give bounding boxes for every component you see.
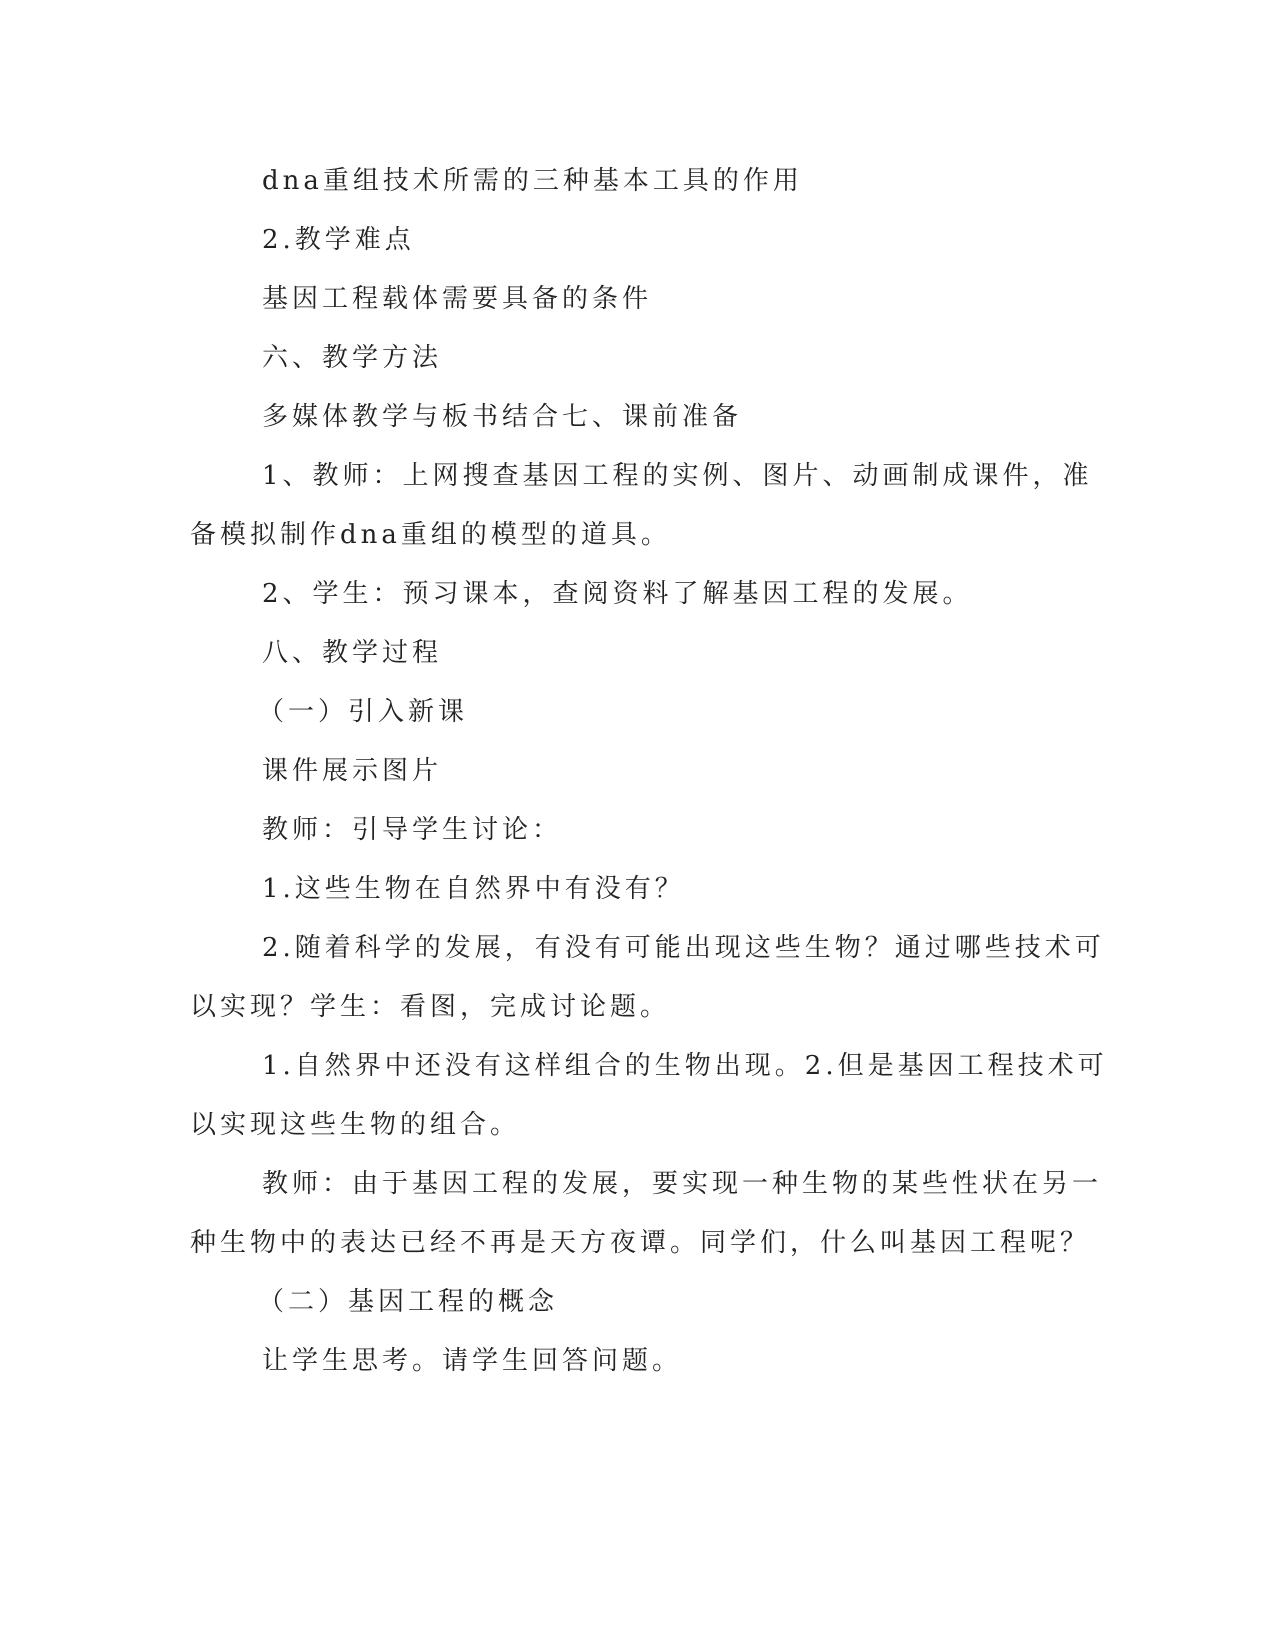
question-line: 2.随着科学的发展，有没有可能出现这些生物？通过哪些技术可 bbox=[262, 933, 1105, 963]
text-line: dna重组技术所需的三种基本工具的作用 bbox=[262, 166, 803, 196]
section-subheading: 2.教学难点 bbox=[262, 225, 415, 255]
paragraph-continuation: 以实现？学生：看图，完成讨论题。 bbox=[190, 992, 671, 1022]
subsection-heading: （二）基因工程的概念 bbox=[258, 1287, 559, 1317]
answer-line: 1.自然界中还没有这样组合的生物出现。2.但是基因工程技术可 bbox=[262, 1051, 1108, 1081]
paragraph-continuation: 以实现这些生物的组合。 bbox=[190, 1110, 521, 1140]
subsection-heading: （一）引入新课 bbox=[258, 697, 469, 727]
text-line: 多媒体教学与板书结合七、课前准备 bbox=[262, 402, 743, 432]
paragraph-continuation: 备模拟制作dna重组的模型的道具。 bbox=[190, 520, 671, 550]
text-line: 让学生思考。请学生回答问题。 bbox=[262, 1346, 683, 1376]
text-line: 基因工程载体需要具备的条件 bbox=[262, 284, 653, 314]
paragraph-line: 2、学生：预习课本，查阅资料了解基因工程的发展。 bbox=[262, 579, 973, 609]
section-heading: 六、教学方法 bbox=[262, 343, 443, 373]
paragraph-line: 1、教师：上网搜查基因工程的实例、图片、动画制成课件，准 bbox=[262, 461, 1093, 491]
text-line: 课件展示图片 bbox=[262, 756, 443, 786]
question-line: 1.这些生物在自然界中有没有？ bbox=[262, 874, 685, 904]
section-heading: 八、教学过程 bbox=[262, 638, 443, 668]
text-line: 教师：引导学生讨论： bbox=[262, 815, 563, 845]
paragraph-continuation: 种生物中的表达已经不再是天方夜谭。同学们，什么叫基因工程呢？ bbox=[190, 1228, 1091, 1258]
paragraph-line: 教师：由于基因工程的发展，要实现一种生物的某些性状在另一 bbox=[262, 1169, 1103, 1199]
